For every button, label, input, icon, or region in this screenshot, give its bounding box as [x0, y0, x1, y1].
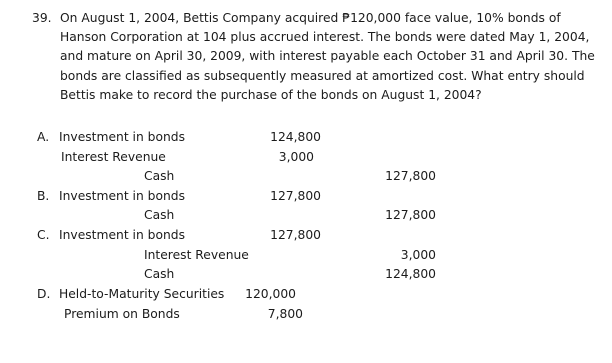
choice-d-debit-2: 7,800	[267, 307, 303, 321]
choice-a-letter: A.	[37, 130, 50, 144]
choice-d-debit-1: 120,000	[245, 287, 296, 301]
choice-b-credit-2: 127,800	[385, 208, 436, 222]
choice-b-letter: B.	[37, 189, 50, 203]
choice-b-account-2: Cash	[144, 208, 175, 222]
choice-a-debit-1: 124,800	[270, 130, 321, 144]
choice-a-account-1: Investment in bonds	[59, 130, 186, 144]
choice-c-account-3: Cash	[144, 267, 175, 281]
choice-a-debit-2: 3,000	[278, 150, 314, 164]
choice-a-credit-3: 127,800	[385, 169, 436, 183]
choice-a-account-3: Cash	[144, 169, 175, 183]
question-text: On August 1, 2004, Bettis Company acquired ₱120,000 face value, 10% bonds of Hanson Corporation at 104 plus accrued interest. The bonds were dated May 1, 2004, and mature on April 30, 2009, with interest payable each October 31 and April 30. The bonds are classified as subsequently measured at amortized cost. What entry should Bettis make to record the purchase of the bonds on August 1, 2004?	[60, 11, 595, 102]
choice-c-account-2: Interest Revenue	[144, 248, 249, 262]
choice-b-debit-1: 127,800	[270, 189, 321, 203]
question-number: 39.	[32, 11, 52, 25]
choice-c-debit-1: 127,800	[270, 228, 321, 242]
choice-c-letter: C.	[37, 228, 50, 242]
question-block	[32, 9, 598, 105]
choice-a-account-2: Interest Revenue	[61, 150, 166, 164]
choice-d-letter: D.	[37, 287, 51, 301]
choice-c-credit-3: 124,800	[385, 267, 436, 281]
choice-b-account-1: Investment in bonds	[59, 189, 186, 203]
choice-d-account-2: Premium on Bonds	[64, 307, 180, 321]
choice-c-credit-2: 3,000	[400, 248, 436, 262]
choice-d-account-1: Held-to-Maturity Securities	[59, 287, 225, 301]
choice-c-account-1: Investment in bonds	[59, 228, 186, 242]
